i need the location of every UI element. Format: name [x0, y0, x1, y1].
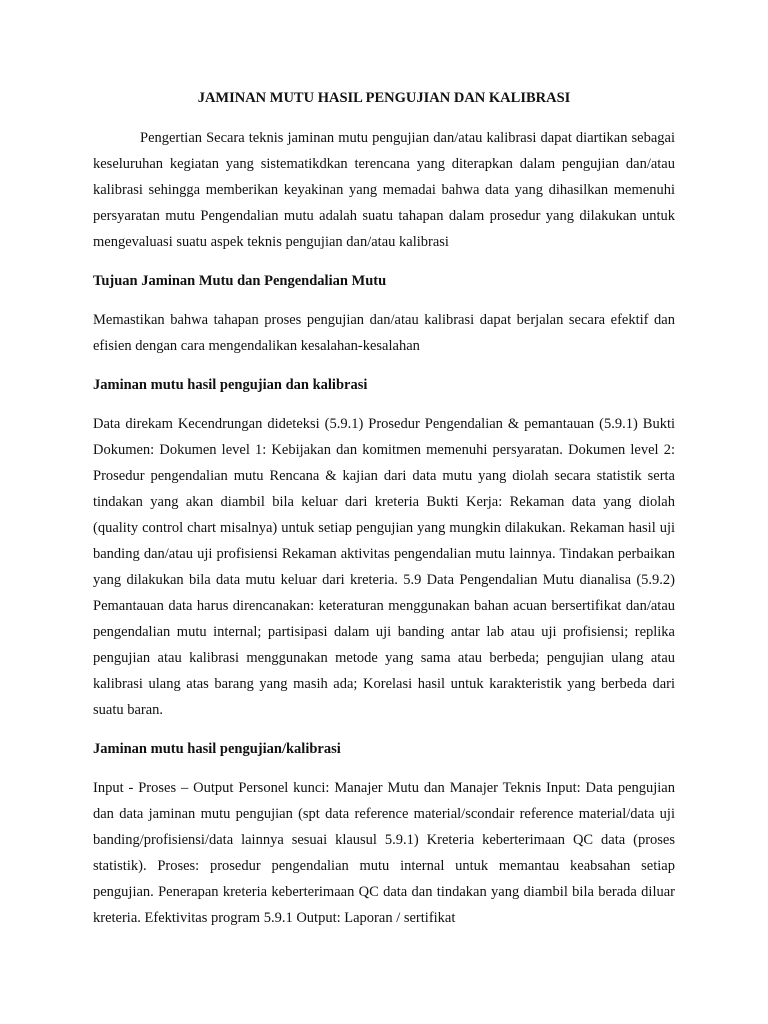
spacer	[93, 294, 675, 307]
spacer	[93, 359, 675, 372]
section-heading-jaminan-mutu-kalibrasi: Jaminan mutu hasil pengujian/kalibrasi	[93, 741, 341, 757]
section-heading-tujuan: Tujuan Jaminan Mutu dan Pengendalian Mutu	[93, 273, 387, 289]
section-body-jaminan-mutu-kalibrasi: Input - Proses – Output Personel kunci: Manajer Mutu dan Manajer Teknis Input: Data pengujian dan data jaminan mutu pengujian (spt data reference material/scondair reference material/data uji banding/profisiensi/data lainnya sesuai klausul 5.9.1) Kreteria keberterimaan QC data (proses statistik). Proses: prosedur pengendalian mutu internal untuk memantau keabsahan setiap pengujian. Penerapan kreteria keberterimaan QC data dan tindakan yang diambil bila berada diluar kreteria. Efektivitas program 5.9.1 Output: Laporan / sertifikat	[93, 780, 675, 926]
section-body-jaminan-mutu: Data direkam Kecendrungan dideteksi (5.9.1) Prosedur Pengendalian & pemantauan (5.9.1) Bukti Dokumen: Dokumen level 1: Kebijakan dan komitmen memenuhi persyaratan. Dokumen level 2: Prosedur pengendalian mutu Rencana & kajian dari data mutu yang diolah secara statistik serta tindakan yang akan diambil bila keluar dari kreteria Bukti Kerja: Rekaman data yang diolah (quality control chart misalnya) untuk setiap pengujian yang mungkin dilakukan. Rekaman hasil uji banding dan/atau uji profisiensi Rekaman aktivitas pengendalian mutu lainnya. Tindakan perbaikan yang dilakukan bila data mutu keluar dari kreteria. 5.9 Data Pengendalian Mutu dianalisa (5.9.2) Pemantauan data harus direncanakan: keteraturan menggunakan bahan acuan bersertifikat dan/atau pengendalian mutu internal; partisipasi dalam uji banding antar lab atau uji profisiensi; replika pengujian atau kalibrasi menggunakan metode yang sama atau berbeda; pengujian ulang atau kalibrasi ulang atas barang yang masih ada; Korelasi hasil untuk karakteristik yang berbeda dari suatu baran.	[93, 416, 675, 718]
spacer	[93, 723, 675, 736]
spacer	[93, 762, 675, 775]
section-heading-jaminan-mutu: Jaminan mutu hasil pengujian dan kalibrasi	[93, 377, 368, 393]
document-title: JAMINAN MUTU HASIL PENGUJIAN DAN KALIBRASI	[197, 90, 571, 106]
intro-paragraph: Pengertian Secara teknis jaminan mutu pengujian dan/atau kalibrasi dapat diartikan sebagai keseluruhan kegiatan yang sistematikdkan terencana yang diterapkan dalam pengujian dan/atau kalibrasi sehingga memberikan keyakinan yang memadai bahwa data yang dihasilkan memenuhi persyaratan mutu Pengendalian mutu adalah suatu tahapan dalam prosedur yang dilakukan untuk mengevaluasi suatu aspek teknis pengujian dan/atau kalibrasi	[93, 130, 675, 250]
spacer	[93, 255, 675, 268]
spacer	[93, 398, 675, 411]
section-body-tujuan: Memastikan bahwa tahapan proses pengujian dan/atau kalibrasi dapat berjalan secara efektif dan efisien dengan cara mengendalikan kesalahan-kesalahan	[93, 312, 675, 354]
